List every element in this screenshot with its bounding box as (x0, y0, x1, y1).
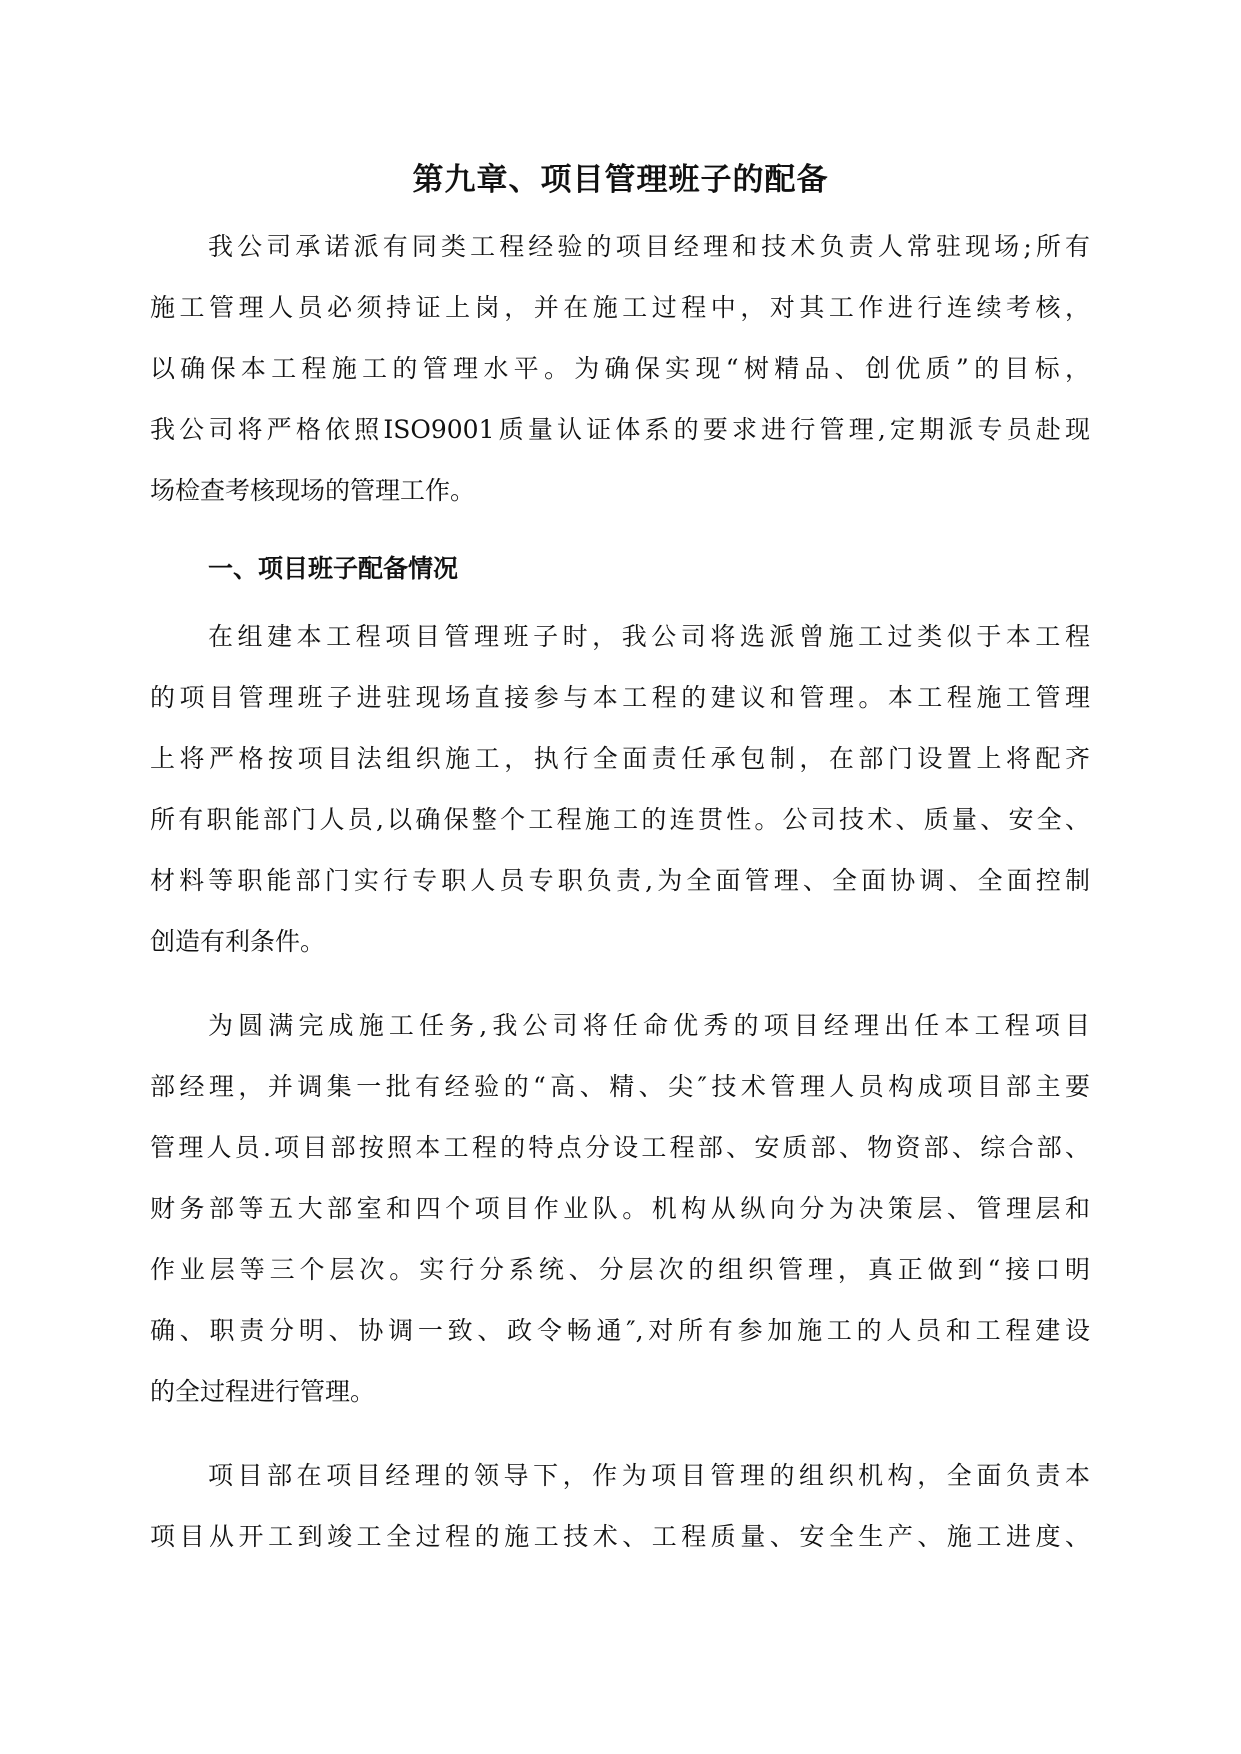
paragraph-team-formation (150, 606, 1090, 972)
text-line: 的项目管理班子进驻现场直接参与本工程的建议和管理。本工程施工管理 (150, 683, 1090, 712)
paragraph-commitment (150, 216, 1090, 521)
paragraph-responsibility (150, 1445, 1090, 1567)
text-line: 在组建本工程项目管理班子时，我公司将选派曾施工过类似于本工程 (208, 622, 1090, 651)
text-line: 所有职能部门人员,以确保整个工程施工的连贯性。公司技术、质量、安全、 (150, 805, 1090, 834)
text-line: 确、职责分明、协调一致、政令畅通″,对所有参加施工的人员和工程建设 (150, 1316, 1090, 1345)
text-line: 材料等职能部门实行专职人员专职负责,为全面管理、全面协调、全面控制 (150, 866, 1090, 895)
text-line: 的全过程进行管理。 (150, 1377, 376, 1406)
section-heading: 一、项目班子配备情况 (208, 554, 459, 583)
text-line: 项目部在项目经理的领导下，作为项目管理的组织机构，全面负责本 (208, 1461, 1090, 1490)
text-line: 管理人员.项目部按照本工程的特点分设工程部、安质部、物资部、综合部、 (150, 1133, 1090, 1162)
text-line: 上将严格按项目法组织施工，执行全面责任承包制，在部门设置上将配齐 (150, 744, 1090, 773)
chapter-title: 第九章、项目管理班子的配备 (412, 162, 829, 198)
text-line: 我公司承诺派有同类工程经验的项目经理和技术负责人常驻现场;所有 (208, 232, 1090, 261)
text-line: 为圆满完成施工任务,我公司将任命优秀的项目经理出任本工程项目 (208, 1011, 1090, 1040)
text-line: 创造有利条件。 (150, 927, 326, 956)
paragraph-project-department (150, 995, 1090, 1422)
text-line: 以确保本工程施工的管理水平。为确保实现“树精品、创优质”的目标， (150, 354, 1090, 383)
text-line: 项目从开工到竣工全过程的施工技术、工程质量、安全生产、施工进度、 (150, 1522, 1090, 1551)
text-line: 场检查考核现场的管理工作。 (150, 476, 476, 505)
text-line: 部经理，并调集一批有经验的“高、精、尖″技术管理人员构成项目部主要 (150, 1072, 1090, 1101)
text-line: 作业层等三个层次。实行分系统、分层次的组织管理，真正做到“接口明 (150, 1255, 1090, 1284)
text-line: 我公司将严格依照ISO9001质量认证体系的要求进行管理,定期派专员赴现 (150, 415, 1090, 444)
text-line: 施工管理人员必须持证上岗，并在施工过程中，对其工作进行连续考核， (150, 293, 1090, 322)
text-line: 财务部等五大部室和四个项目作业队。机构从纵向分为决策层、管理层和 (150, 1194, 1090, 1223)
